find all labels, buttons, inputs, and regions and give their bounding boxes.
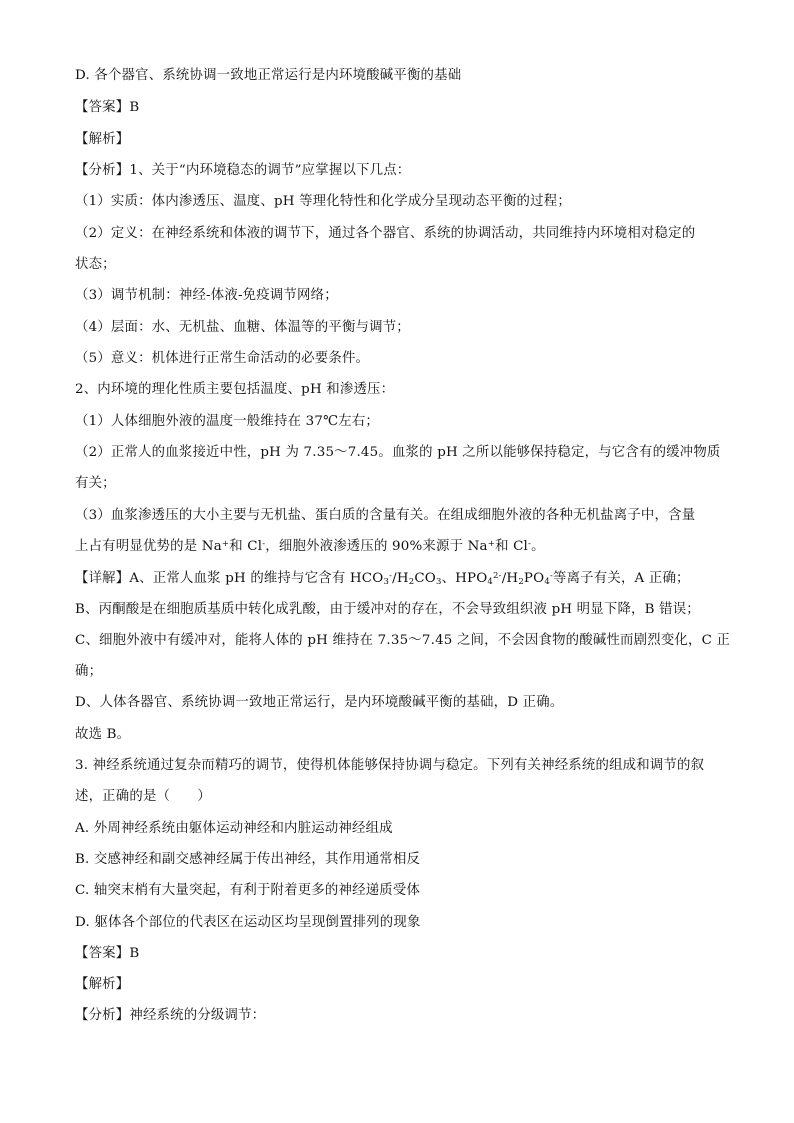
detail-option-b: B、丙酮酸是在细胞质基质中转化成乳酸，由于缓冲对的存在，不会导致组织液 pH 明显下降，B 错误； bbox=[75, 602, 700, 617]
section-2-point-1: （1）人体细胞外液的温度一般维持在 37℃左右； bbox=[75, 414, 380, 429]
superscript: 2- bbox=[493, 571, 502, 581]
superscript: + bbox=[487, 539, 496, 549]
section-2-point-2: （2）正常人的血浆接近中性，pH 为 7.35～7.45。血浆的 pH 之所以能够保持稳定，与它含有的缓冲物质 bbox=[75, 445, 721, 460]
analysis-heading: 【解析】 bbox=[75, 977, 130, 992]
analysis-intro: 【分析】1、关于“内环境稳态的调节”应掌握以下几点： bbox=[75, 163, 411, 178]
subscript: 2 bbox=[408, 577, 415, 587]
text-segment: 、HPO bbox=[441, 571, 488, 586]
question-3-option-c: C. 轴突末梢有大量突起，有利于附着更多的神经递质受体 bbox=[75, 883, 421, 898]
subscript: 3 bbox=[435, 577, 442, 587]
detail-option-c: C、细胞外液中有缓冲对，能将人体的 pH 维持在 7.35～7.45 之间，不会因食物的酸碱性而剧烈变化，C 正 bbox=[75, 633, 731, 648]
text-segment: PO bbox=[523, 571, 545, 586]
text-segment: /H bbox=[501, 571, 519, 586]
text-segment: 和 Cl bbox=[495, 539, 529, 554]
subscript: 4 bbox=[487, 577, 494, 587]
analysis-heading: 【解析】 bbox=[75, 132, 130, 147]
section-2-point-2-cont: 有关； bbox=[75, 476, 116, 491]
detail-option-d: D、人体各器官、系统协调一致地正常运行，是内环境酸碱平衡的基础，D 正确。 bbox=[75, 695, 564, 710]
detail-option-c-cont: 确； bbox=[75, 664, 103, 679]
question-3-option-b: B. 交感神经和副交感神经属于传出神经，其作用通常相反 bbox=[75, 852, 421, 867]
text-segment: CO bbox=[414, 571, 436, 586]
answer-label: 【答案】B bbox=[75, 100, 140, 115]
section-2-point-3-cont bbox=[75, 538, 725, 556]
question-3-stem-cont: 述，正确的是（ ） bbox=[75, 789, 211, 804]
analysis-point-4: （4）层面：水、无机盐、血糖、体温等的平衡与调节； bbox=[75, 320, 410, 335]
analysis-point-5: （5）意义：机体进行正常生命活动的必要条件。 bbox=[75, 351, 370, 366]
superscript: - bbox=[528, 539, 532, 549]
text-segment: 和 Cl bbox=[229, 539, 263, 554]
text-segment: ，细胞外液渗透压的 90%来源于 Na bbox=[265, 539, 488, 554]
analysis-point-3: （3）调节机制：神经-体液-免疫调节网络； bbox=[75, 288, 338, 303]
superscript: - bbox=[389, 571, 393, 581]
superscript: - bbox=[549, 571, 553, 581]
subscript: 2 bbox=[518, 577, 524, 587]
option-d-previous: D. 各个器官、系统协调一致地正常运行是内环境酸碱平衡的基础 bbox=[75, 68, 462, 83]
text-segment: 。 bbox=[531, 539, 545, 554]
text-segment: /H bbox=[392, 571, 409, 586]
analysis-point-2-cont: 状态； bbox=[75, 257, 116, 272]
section-2-point-3: （3）血浆渗透压的大小主要与无机盐、蛋白质的含量有关。在组成细胞外液的各种无机盐离子中，含量 bbox=[75, 508, 696, 523]
text-segment: 上占有明显优势的是 Na bbox=[75, 539, 222, 554]
subscript: 4 bbox=[544, 577, 550, 587]
analysis-point-2: （2）定义：在神经系统和体液的调节下，通过各个器官、系统的协调活动，共同维持内环境相对稳定的 bbox=[75, 226, 696, 241]
analysis-intro: 【分析】神经系统的分级调节： bbox=[75, 1008, 266, 1023]
subscript: 3 bbox=[383, 577, 390, 587]
analysis-point-1: （1）实质：体内渗透压、温度、pH 等理化特性和化学成分呈现动态平衡的过程； bbox=[75, 194, 571, 209]
question-3-stem: 3. 神经系统通过复杂而精巧的调节，使得机体能够保持协调与稳定。下列有关神经系统的组成和调节的叙 bbox=[75, 758, 705, 773]
analysis-section-2: 2、内环境的理化性质主要包括温度、pH 和渗透压： bbox=[75, 382, 395, 397]
question-3-option-a: A. 外周神经系统由躯体运动神经和内脏运动神经组成 bbox=[75, 821, 393, 836]
text-segment: 【详解】A、正常人血浆 pH 的维持与它含有 HCO bbox=[75, 571, 384, 586]
answer-label: 【答案】B bbox=[75, 946, 140, 961]
conclusion: 故选 B。 bbox=[75, 727, 131, 742]
superscript: - bbox=[262, 539, 266, 549]
text-segment: 等离子有关，A 正确； bbox=[553, 571, 690, 586]
question-3-option-d: D. 躯体各个部位的代表区在运动区均呈现倒置排列的现象 bbox=[75, 915, 421, 930]
detail-option-a bbox=[75, 570, 725, 588]
superscript: + bbox=[221, 539, 230, 549]
